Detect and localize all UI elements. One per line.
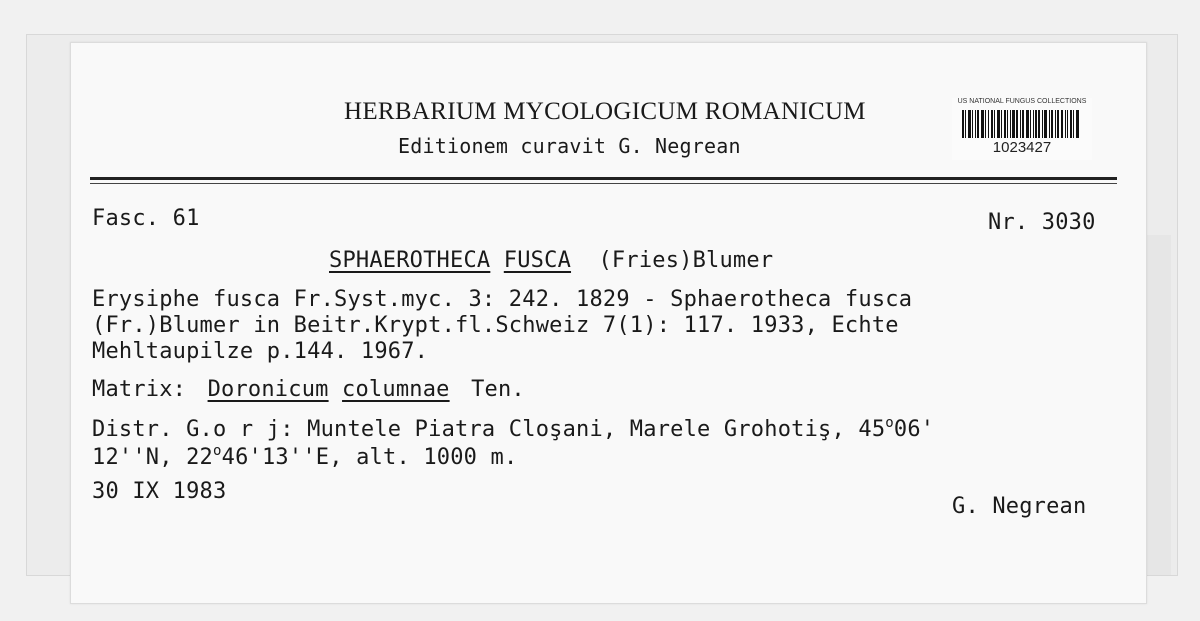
header-rule: [90, 177, 1117, 180]
header-rule-thin: [90, 183, 1117, 184]
collection-date: 30 IX 1983: [92, 479, 227, 504]
barcode-bar: [1070, 110, 1072, 138]
barcode-bar: [1065, 110, 1066, 138]
species-epithet: FUSCA: [503, 248, 572, 273]
barcode-bar: [1049, 110, 1050, 138]
degree-mark: o: [213, 443, 222, 459]
collector-name: G. Negrean: [952, 494, 1087, 519]
barcode-bar: [968, 110, 971, 138]
editor-line: Editionem curavit G. Negrean: [398, 134, 741, 158]
barcode: [952, 98, 1092, 160]
barcode-bar: [1004, 110, 1006, 138]
barcode-bar: [1007, 110, 1008, 138]
synonymy-line-3: Mehltaupilze p.144. 1967.: [92, 339, 429, 364]
distribution-line-2: [92, 443, 517, 470]
barcode-bar: [1073, 110, 1074, 138]
barcode-bar: [1020, 110, 1021, 138]
barcode-bar: [1042, 110, 1043, 138]
degree-mark: o: [885, 415, 894, 431]
barcode-bar: [1035, 110, 1037, 138]
barcode-bar: [1022, 110, 1024, 138]
synonymy-line-2: (Fr.)Blumer in Beitr.Krypt.fl.Schweiz 7(1): 117. 1933, Echte: [92, 313, 899, 338]
barcode-bar: [1038, 110, 1040, 138]
barcode-bar: [1057, 110, 1059, 138]
barcode-number: 1023427: [992, 139, 1052, 156]
barcode-bar: [962, 110, 964, 138]
barcode-bar: [1030, 110, 1031, 138]
barcode-bar: [1076, 110, 1079, 138]
fascicle-number: Fasc. 61: [92, 206, 200, 231]
barcode-bar: [988, 110, 990, 138]
barcode-collection: US NATIONAL FUNGUS COLLECTIONS: [957, 98, 1087, 105]
barcode-bar: [975, 110, 976, 138]
barcode-bar: [1016, 110, 1018, 138]
distr-text-2b: 46'13''E, alt. 1000 m.: [221, 445, 518, 470]
barcode-bar: [1010, 110, 1011, 138]
barcode-bar: [1033, 110, 1034, 138]
distr-text-2a: 12''N, 22: [92, 445, 214, 470]
barcode-bar: [985, 110, 986, 138]
barcode-bars: [962, 110, 1080, 138]
species-name: [329, 248, 773, 273]
barcode-bar: [972, 110, 973, 138]
matrix-author: Ten.: [471, 377, 525, 402]
barcode-bar: [991, 110, 993, 138]
barcode-bar: [1055, 110, 1056, 138]
matrix-genus: Doronicum: [207, 377, 329, 402]
barcode-bar: [1012, 110, 1015, 138]
species-author: (Fries)Blumer: [598, 248, 774, 273]
matrix-label: Matrix:: [92, 377, 187, 402]
barcode-bar: [1044, 110, 1047, 138]
herbarium-title: HERBARIUM MYCOLOGICUM ROMANICUM: [344, 98, 866, 125]
barcode-bar: [1067, 110, 1068, 138]
distribution-line-1: [92, 415, 934, 442]
barcode-bar: [981, 110, 984, 138]
barcode-bar: [1061, 110, 1064, 138]
barcode-bar: [1001, 110, 1002, 138]
species-genus: SPHAEROTHECA: [329, 248, 491, 273]
matrix-line: [92, 377, 525, 402]
barcode-bar: [997, 110, 1000, 138]
distr-text-1: Distr. G.o r j: Muntele Piatra Cloşani, Marele Grohotiş, 45: [92, 417, 886, 442]
barcode-bar: [1026, 110, 1029, 138]
barcode-bar: [965, 110, 966, 138]
matrix-epithet: columnae: [342, 377, 450, 402]
barcode-bar: [977, 110, 979, 138]
distr-text-1-end: 06': [893, 417, 935, 442]
barcode-bar: [994, 110, 995, 138]
synonymy-line-1: Erysiphe fusca Fr.Syst.myc. 3: 242. 1829 - Sphaerotheca fusca: [92, 287, 913, 312]
barcode-bar: [1051, 110, 1053, 138]
exsiccata-number: Nr. 3030: [988, 210, 1096, 235]
